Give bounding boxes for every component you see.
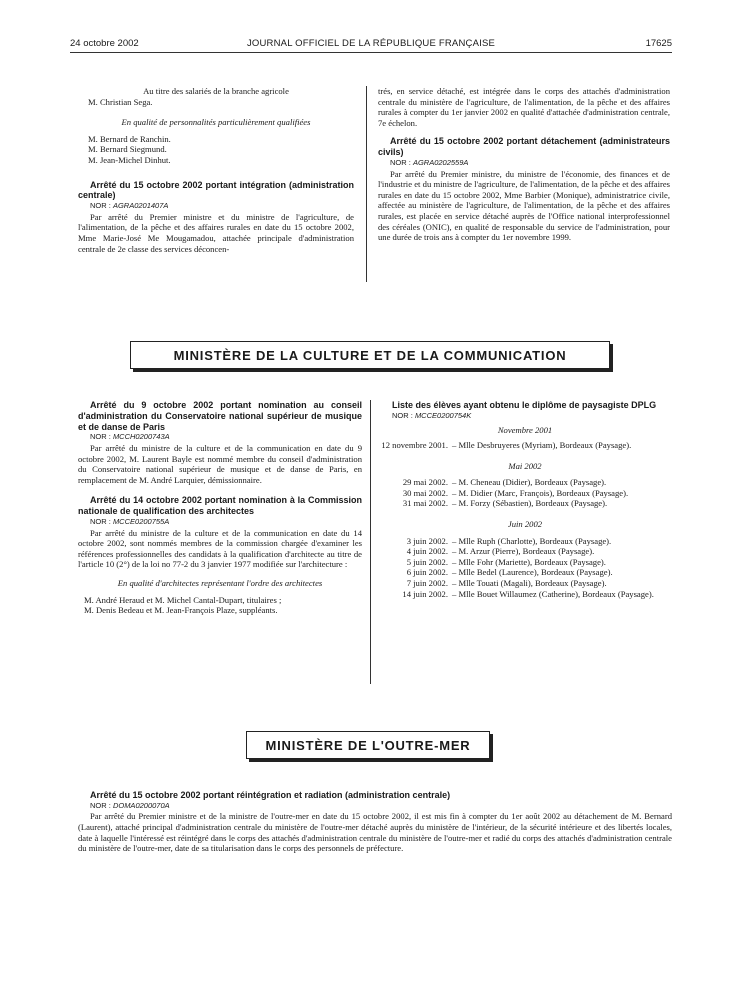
- salaries-member: M. Christian Sega.: [88, 96, 153, 107]
- culture-left-column: [78, 400, 362, 616]
- entry-text: – Mlle Bouet Willaumez (Catherine), Bordeaux (Paysage).: [452, 588, 654, 599]
- ministry-outremer-label: MINISTÈRE DE L'OUTRE-MER: [265, 737, 471, 753]
- entry-date: 3 juin 2002.: [406, 535, 448, 546]
- entry-text: – Mlle Fohr (Mariette), Bordeaux (Paysage).: [452, 556, 606, 567]
- nor-line: [78, 201, 354, 212]
- entry-date: 14 juin 2002.: [402, 588, 448, 599]
- list-item: [380, 567, 670, 578]
- page-header: [70, 38, 672, 52]
- entry-date: 7 juin 2002.: [406, 577, 448, 588]
- list-item: [380, 488, 670, 499]
- personnalite-item: M. Bernard Siegmund.: [88, 144, 167, 155]
- entry-text: – M. Cheneau (Didier), Bordeaux (Paysage).: [452, 477, 607, 488]
- entry-text: – Mlle Touati (Magali), Bordeaux (Paysage).: [452, 577, 607, 588]
- entry-text: – Mlle Desbruyeres (Myriam), Bordeaux (Paysage).: [452, 439, 632, 450]
- ministry-outremer-heading: [246, 731, 490, 759]
- top-left-column: [78, 86, 354, 254]
- ministry-culture-label: MINISTÈRE DE LA CULTURE ET DE LA COMMUNICATION: [173, 347, 567, 363]
- arrete-body: Par arrêté du Premier ministre, du ministre de l'économie, des finances et de l'industrie et du ministre de l'agriculture, de l'alimentation, de la pêche et des affaires rurales en date du 15 octobre 2002, Mme Barbier (Monique), administratrice civile, affectée au ministère de l'agriculture, de l'alimentation, de la pêche et des affaires rurales, est placée en service détaché auprès de l'Office national interprofessionnel des céréales (ONIC), en qualité de responsable du service de l'administration, pour une durée de trois ans à compter du 1er novembre 1999.: [378, 168, 670, 243]
- nor-code: AGRA0202559A: [412, 157, 469, 167]
- member-line: M. André Heraud et M. Michel Cantal-Dupart, titulaires ;: [84, 594, 282, 605]
- architectes-heading: En qualité d'architectes représentant l'ordre des architectes: [117, 577, 323, 588]
- nor-line: [78, 517, 362, 528]
- entry-date: 29 mai 2002.: [402, 477, 448, 488]
- nor-line: [380, 411, 670, 422]
- header-journal-title: JOURNAL OFFICIEL DE LA RÉPUBLIQUE FRANÇAISE: [246, 38, 496, 49]
- member-line: M. Denis Bedeau et M. Jean-François Plaze, suppléants.: [84, 605, 278, 616]
- entry-text: – M. Forzy (Sébastien), Bordeaux (Paysage).: [452, 498, 608, 509]
- arrete-title: Arrêté du 14 octobre 2002 portant nomination à la Commission nationale de qualification des architectes: [78, 495, 362, 517]
- nor-code: MCCE0200755A: [112, 516, 170, 526]
- column-divider: [370, 400, 371, 684]
- list-item: [380, 557, 670, 568]
- nor-line: [378, 158, 670, 169]
- arrete-title: Arrêté du 15 octobre 2002 portant réintégration et radiation (administration centrale): [90, 790, 451, 800]
- entry-date: 5 juin 2002.: [406, 556, 448, 567]
- arrete-title: Arrêté du 15 octobre 2002 portant détachement (administrateurs civils): [378, 136, 670, 158]
- arrete-body: Par arrêté du Premier ministre et du ministre de l'agriculture, de l'alimentation, de la pêche et des affaires rurales en date du 15 octobre 2002, Mme Marie-José Me Mougamadou, attachée principale d'administration centrale de 2e classe des services déconcen-: [78, 211, 354, 254]
- nor-code: DOMA0200070A: [112, 800, 170, 810]
- list-item: [380, 477, 670, 488]
- arrete-title: Arrêté du 15 octobre 2002 portant intégration (administration centrale): [78, 179, 354, 201]
- entry-text: – Mlle Bedel (Laurence), Bordeaux (Paysage).: [452, 567, 613, 578]
- month-heading: Novembre 2001: [497, 425, 553, 436]
- list-item: [380, 498, 670, 509]
- nor-label: NOR :: [90, 516, 111, 526]
- list-item: [380, 578, 670, 589]
- entry-text: – M. Arzur (Pierre), Bordeaux (Paysage).: [452, 546, 595, 557]
- top-right-column: [378, 86, 670, 243]
- header-page-number: 17625: [645, 38, 672, 49]
- arrete-body: Par arrêté du ministre de la culture et de la communication en date du 9 octobre 2002, M. Laurent Bayle est nommé membre du conseil d'administration du Conservatoire national supérieur de musique et de danse de Paris, en remplacement de M. André Larquier, démissionnaire.: [78, 442, 362, 485]
- nor-label: NOR :: [90, 201, 111, 211]
- nor-code: MCCE0200754K: [414, 410, 472, 420]
- arrete-title: Arrêté du 9 octobre 2002 portant nomination au conseil d'administration du Conservatoire national supérieur de musique et de danse de Paris: [78, 400, 362, 432]
- header-rule: [70, 52, 672, 53]
- entry-date: 6 juin 2002.: [406, 567, 448, 578]
- entry-date: 31 mai 2002.: [402, 498, 448, 509]
- nor-label: NOR :: [390, 157, 411, 167]
- salaries-heading: Au titre des salariés de la branche agricole: [143, 86, 289, 96]
- list-item: [380, 546, 670, 557]
- list-title: Liste des élèves ayant obtenu le diplôme de paysagiste DPLG: [392, 400, 657, 410]
- continuation-text: trés, en service détaché, est intégrée dans le corps des attachés d'administration centrale du ministère de l'agriculture, de l'alimentation, de la pêche et des affaires rurales à compter du 1er janvier 2002 en qualité d'attachée d'administration centrale, 7e échelon.: [378, 86, 670, 128]
- nor-line: [78, 801, 672, 812]
- list-item: [380, 536, 670, 547]
- nor-code: MCCH0200743A: [112, 432, 170, 442]
- column-divider: [366, 86, 367, 282]
- nor-label: NOR :: [90, 432, 111, 442]
- nor-line: [78, 432, 362, 443]
- entry-text: – M. Didier (Marc, François), Bordeaux (Paysage).: [452, 487, 629, 498]
- personnalites-heading: En qualité de personnalités particulièrement qualifiées: [121, 117, 311, 128]
- month-heading: Mai 2002: [508, 460, 542, 471]
- outremer-section: [78, 790, 672, 854]
- entry-date: 30 mai 2002.: [402, 487, 448, 498]
- arrete-body: Par arrêté du ministre de la culture et de la communication en date du 14 octobre 2002, sont nommés membres de la commission chargée d'examiner les références professionnelles des candidats à la qualification d'architecte au titre de l'article 10 (2°) de la loi no 77-2 du 3 janvier 1977 modifiée sur l'architecture :: [78, 527, 362, 570]
- entry-date: 4 juin 2002.: [406, 546, 448, 557]
- month-heading: Juin 2002: [507, 518, 543, 529]
- list-item: [380, 440, 670, 451]
- nor-label: NOR :: [392, 410, 413, 420]
- personnalite-item: M. Jean-Michel Dinhut.: [88, 154, 171, 165]
- entry-date: 12 novembre 2001.: [381, 439, 448, 450]
- nor-label: NOR :: [90, 800, 111, 810]
- entry-text: – Mlle Ruph (Charlotte), Bordeaux (Paysage).: [452, 535, 612, 546]
- ministry-culture-heading: [130, 341, 610, 369]
- culture-right-column: [380, 400, 670, 599]
- header-date: 24 octobre 2002: [70, 38, 139, 49]
- nor-code: AGRA0201407A: [112, 201, 169, 211]
- arrete-body: Par arrêté du Premier ministre et de la ministre de l'outre-mer en date du 15 octobre 2002, il est mis fin à compter du 1er août 2002 au détachement de M. Bernard (Laurent), attaché principal d'administration centrale du ministère de l'outre-mer détaché auprès du ministère de l'intérieur, de la sécurité intérieure et des libertés locales, date à laquelle l'intéressé est réintégré dans le corps des attachés d'administration centrale du ministère de l'outre-mer et radié du corps des attachés d'administration centrale du ministère de l'outre-mer, date de sa titularisation dans le corps des personnels de préfecture.: [78, 811, 672, 854]
- list-item: [380, 589, 670, 600]
- personnalite-item: M. Bernard de Ranchin.: [88, 133, 171, 144]
